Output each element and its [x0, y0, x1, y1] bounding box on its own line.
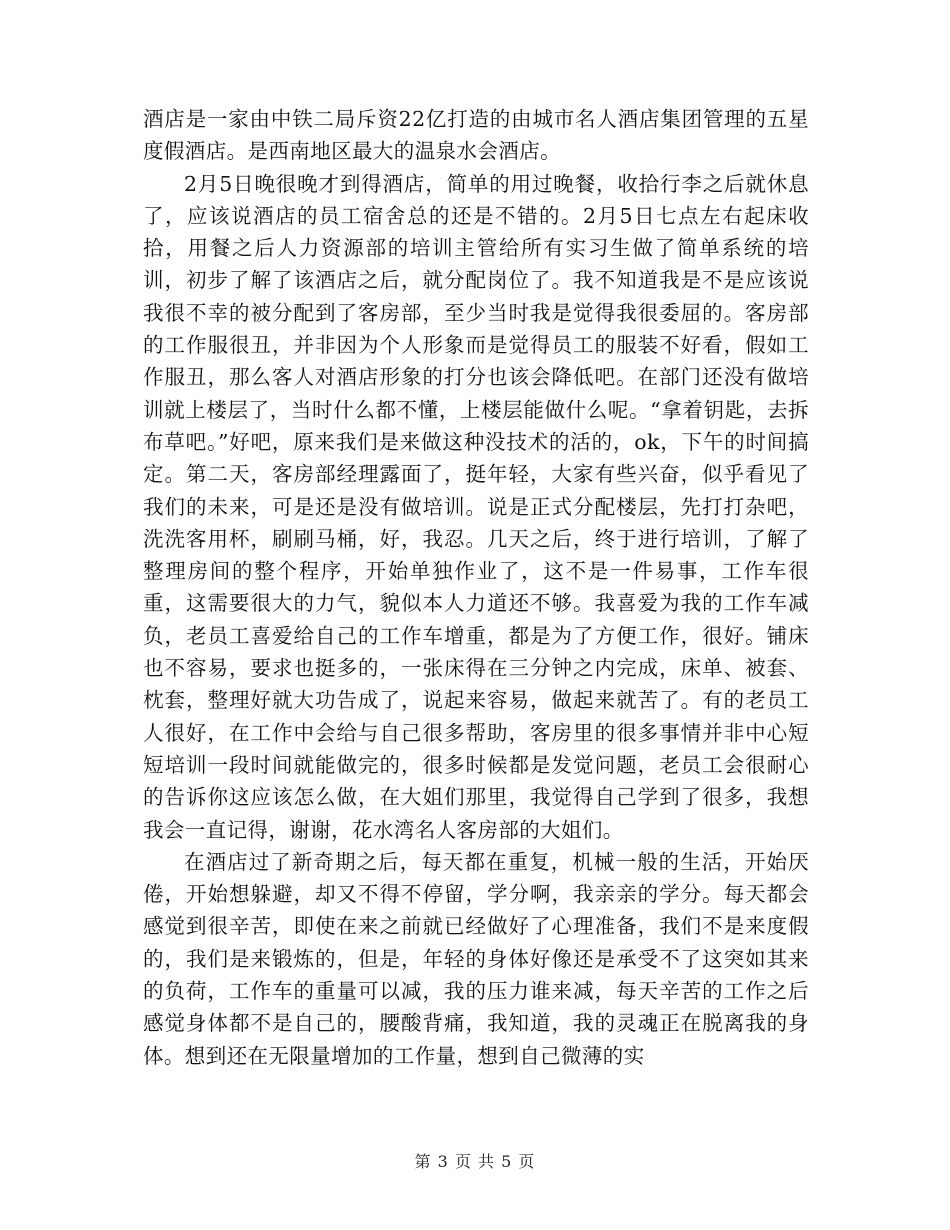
paragraph-1: 酒店是一家由中铁二局斥资22亿打造的由城市名人酒店集团管理的五星度假酒店。是西南地区最大的温泉水会酒店。 — [143, 107, 809, 164]
page-number-footer: 第 3 页 共 5 页 — [414, 1152, 536, 1171]
paragraph-2: 2月5日晚很晚才到得酒店，简单的用过晚餐，收拾行李之后就休息了，应该说酒店的员工宿舍总的还是不错的。2月5日七点左右起床收拾，用餐之后人力资源部的培训主管给所有实习生做了简单系统的培训，初步了解了该酒店之后，就分配岗位了。我不知道我是不是应该说我很不幸的被分配到了客房部，至少当时我是觉得我很委屈的。客房部的工作服很丑，并非因为个人形象而是觉得员工的服装不好看，假如工作服丑，那么客人对酒店形象的打分也该会降低吧。在部门还没有做培训就上楼层了，当时什么都不懂，上楼层能做什么呢。“拿着钥匙，去拆布草吧。”好吧，原来我们是来做这种没技术的活的，ok，下午的时间搞定。第二天，客房部经理露面了，挺年轻，大家有些兴奋，似乎看见了我们的未来，可是还是没有做培训。说是正式分配楼层，先打打杂吧，洗洗客用杯，刷刷马桶，好，我忍。几天之后，终于进行培训，了解了整理房间的整个程序，开始单独作业了，这不是一件易事，工作车很重，这需要很大的力气，貌似本人力道还不够。我喜爱为我的工作车减负，老员工喜爱给自己的工作车增重，都是为了方便工作，很好。铺床也不容易，要求也挺多的，一张床得在三分钟之内完成，床单、被套、枕套，整理好就大功告成了，说起来容易，做起来就苦了。有的老员工人很好，在工作中会给与自己很多帮助，客房里的很多事情并非中心短短培训一段时间就能做完的，很多时候都是发觉问题，老员工会很耐心的告诉你这应该怎么做，在大姐们那里，我觉得自己学到了很多，我想我会一直记得，谢谢，花水湾名人客房部的大姐们。 — [143, 171, 809, 842]
document-page — [143, 103, 809, 1072]
paragraph-3: 在酒店过了新奇期之后，每天都在重复，机械一般的生活，开始厌倦，开始想躲避，却又不得不停留，学分啊，我亲亲的学分。每天都会感觉到很辛苦，即使在来之前就已经做好了心理准备，我们不是来度假的，我们是来锻炼的，但是，年轻的身体好像还是承受不了这突如其来的负荷，工作车的重量可以减，我的压力谁来减，每天辛苦的工作之后感觉身体都不是自己的，腰酸背痛，我知道，我的灵魂正在脱离我的身体。想到还在无限量增加的工作量，想到自己微薄的实 — [143, 849, 809, 1068]
